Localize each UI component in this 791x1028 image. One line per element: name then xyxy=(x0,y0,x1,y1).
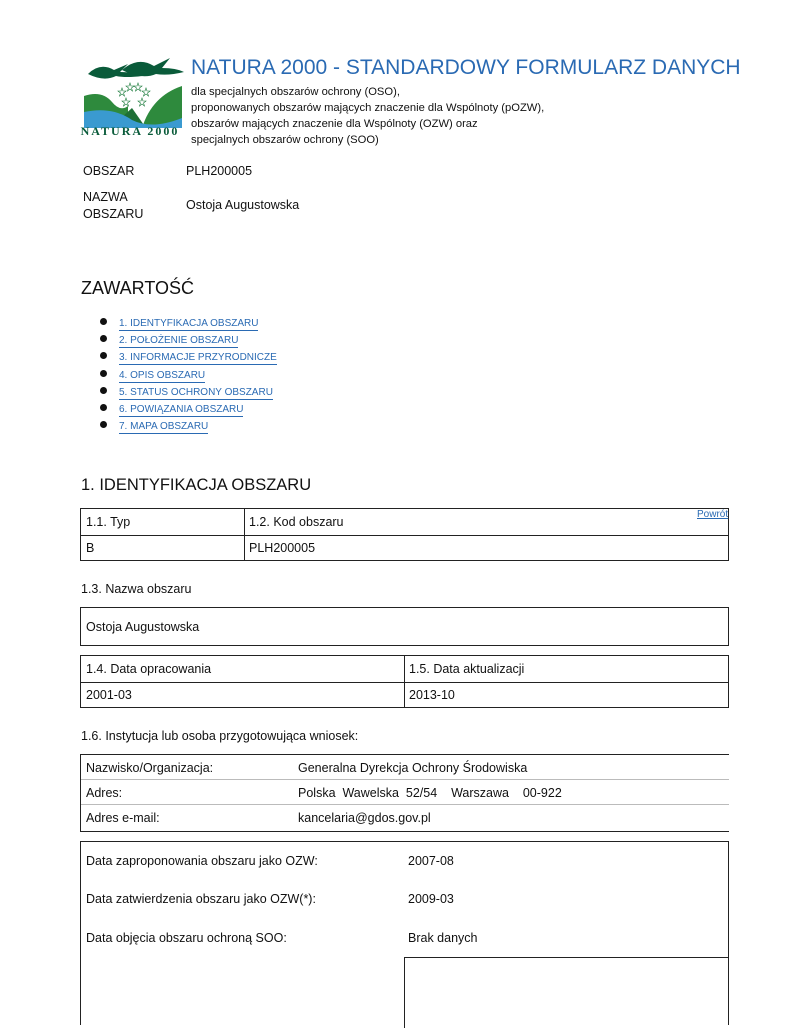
site-code-value: PLH200005 xyxy=(186,164,253,178)
table-divider xyxy=(81,779,729,780)
site-name-value: Ostoja Augustowska xyxy=(186,198,300,212)
site-name-label-line2: OBSZARU xyxy=(83,207,144,221)
subtitle-line: obszarów mających znaczenie dla Wspólnoty (OZW) oraz xyxy=(191,118,478,130)
site-name-heading: 1.3. Nazwa obszaru xyxy=(81,582,192,596)
confirmed-ozw-label: Data zatwierdzenia obszaru jako OZW(*): xyxy=(86,892,316,906)
soo-date-label: Data objęcia obszaru ochroną SOO: xyxy=(86,931,287,945)
organization-label: Nazwisko/Organizacja: xyxy=(86,761,214,775)
site-code-label: OBSZAR xyxy=(83,164,135,178)
table-divider xyxy=(81,804,729,805)
type-code-table xyxy=(80,508,729,561)
page-subtitle xyxy=(191,84,544,148)
site-name-value: Ostoja Augustowska xyxy=(86,620,200,634)
logo-caption: NATURA 2000 xyxy=(80,124,180,138)
table-divider xyxy=(81,682,728,683)
toc-link-identification[interactable]: 1. IDENTYFIKACJA OBSZARU xyxy=(119,318,259,329)
date-updated-value: 2013-10 xyxy=(409,688,455,702)
address-label: Adres: xyxy=(86,786,123,800)
type-label: 1.1. Typ xyxy=(86,515,131,529)
proposed-ozw-value: 2007-08 xyxy=(408,854,454,868)
toc-link-ecological-info[interactable]: 3. INFORMACJE PRZYRODNICZE xyxy=(119,352,277,364)
institution-table xyxy=(80,754,729,832)
bullet-icon xyxy=(100,335,107,342)
toc-link-map[interactable]: 7. MAPA OBSZARU xyxy=(119,421,209,433)
email-value: kancelaria@gdos.gov.pl xyxy=(298,811,431,825)
proposed-ozw-label: Data zaproponowania obszaru jako OZW: xyxy=(86,854,318,868)
table-divider xyxy=(81,535,728,536)
email-label: Adres e-mail: xyxy=(86,811,160,825)
section-identification-heading: 1. IDENTYFIKACJA OBSZARU xyxy=(81,476,312,494)
subtitle-line: specjalnych obszarów ochrony (SOO) xyxy=(191,134,379,146)
bullet-icon xyxy=(100,421,107,428)
toc-link-description[interactable]: 4. OPIS OBSZARU xyxy=(119,369,206,381)
bullet-icon xyxy=(100,352,107,359)
page-title: NATURA 2000 - STANDARDOWY FORMULARZ DANYCH xyxy=(191,56,741,79)
type-value: B xyxy=(86,541,95,555)
institution-heading: 1.6. Instytucja lub osoba przygotowująca wniosek: xyxy=(81,729,359,743)
date-updated-label: 1.5. Data aktualizacji xyxy=(409,662,525,676)
empty-cell xyxy=(404,957,728,1028)
address-value: Polska Wawelska 52/54 Warszawa 00-922 xyxy=(298,786,562,800)
designation-dates-box xyxy=(80,841,729,1025)
subtitle-line: proponowanych obszarów mających znaczenie dla Wspólnoty (pOZW), xyxy=(191,102,545,114)
date-prepared-label: 1.4. Data opracowania xyxy=(86,662,212,676)
back-link[interactable]: Powrót xyxy=(697,509,729,520)
bullet-icon xyxy=(100,318,107,325)
toc-link-location[interactable]: 2. POŁOŻENIE OBSZARU xyxy=(119,335,239,347)
toc-link-protection-status[interactable]: 5. STATUS OCHRONY OBSZARU xyxy=(119,386,273,398)
site-name-box xyxy=(80,607,729,646)
toc-link-relations[interactable]: 6. POWIĄZANIA OBSZARU xyxy=(119,403,244,415)
code-value: PLH200005 xyxy=(249,541,316,555)
site-name-label-line1: NAZWA xyxy=(83,190,128,204)
bullet-icon xyxy=(100,370,107,377)
bullet-icon xyxy=(100,387,107,394)
organization-value: Generalna Dyrekcja Ochrony Środowiska xyxy=(298,761,528,775)
bullet-icon xyxy=(100,404,107,411)
code-label: 1.2. Kod obszaru xyxy=(249,515,344,529)
date-prepared-value: 2001-03 xyxy=(86,688,132,702)
dates-table xyxy=(80,655,729,708)
soo-date-value: Brak danych xyxy=(408,931,478,945)
confirmed-ozw-value: 2009-03 xyxy=(408,892,454,906)
subtitle-line: dla specjalnych obszarów ochrony (OSO), xyxy=(191,86,400,98)
contents-heading: ZAWARTOŚĆ xyxy=(81,278,195,298)
